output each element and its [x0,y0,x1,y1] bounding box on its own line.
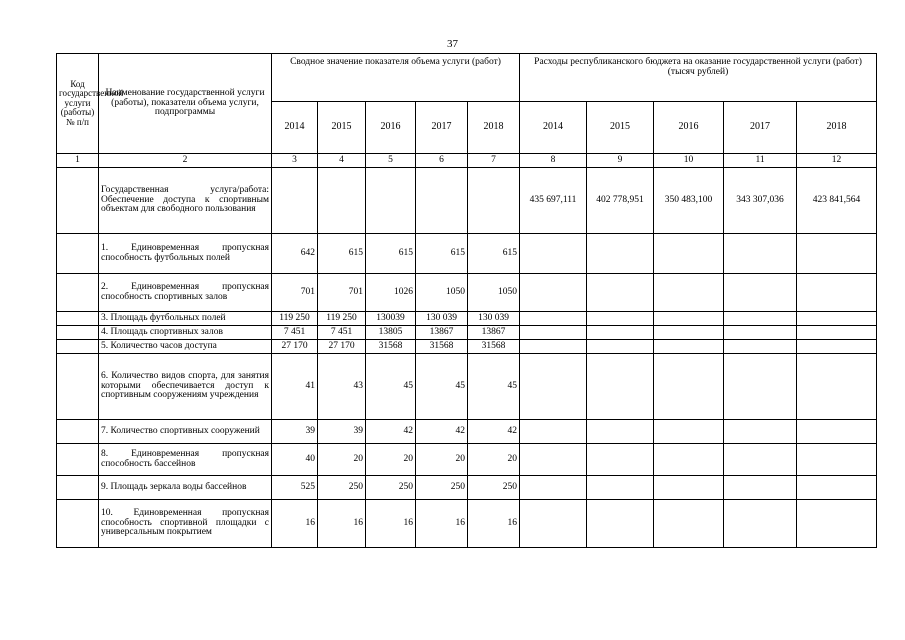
budget-value [654,444,724,476]
header-volume: Сводное значение показателя объема услуги (работ) [272,54,520,102]
volume-value: 525 [272,476,318,500]
header-volume-year: 2017 [416,102,468,154]
volume-value: 42 [416,420,468,444]
row-name: 5. Количество часов доступа [99,340,272,354]
volume-value: 13867 [416,326,468,340]
budget-value [654,234,724,274]
budget-value [724,274,797,312]
budget-value [797,476,877,500]
column-index: 12 [797,154,877,168]
header-budget-year: 2015 [587,102,654,154]
table-row [57,312,877,326]
budget-value [724,234,797,274]
volume-value: 16 [416,500,468,548]
volume-value: 39 [318,420,366,444]
volume-value: 42 [366,420,416,444]
row-name: Государственная услуга/работа: Обеспечение доступа к спортивным объектам для свободного пользования [99,168,272,234]
budget-value [724,340,797,354]
budget-value: 343 307,036 [724,168,797,234]
volume-value: 615 [468,234,520,274]
volume-value: 16 [366,500,416,548]
budget-value [587,476,654,500]
budget-value [654,500,724,548]
volume-value: 250 [366,476,416,500]
row-code [57,354,99,420]
volume-value: 42 [468,420,520,444]
header-volume-year: 2018 [468,102,520,154]
header-budget-year: 2018 [797,102,877,154]
volume-value: 16 [318,500,366,548]
column-index: 9 [587,154,654,168]
budget-value [520,444,587,476]
volume-value: 31568 [366,340,416,354]
budget-value [724,420,797,444]
column-index: 7 [468,154,520,168]
budget-value [520,326,587,340]
volume-value: 45 [366,354,416,420]
budget-value [587,444,654,476]
budget-value [587,312,654,326]
budget-value [587,420,654,444]
budget-value [520,312,587,326]
volume-value: 130 039 [468,312,520,326]
budget-value [797,444,877,476]
budget-value [724,354,797,420]
row-code [57,234,99,274]
volume-value: 130039 [366,312,416,326]
column-index: 10 [654,154,724,168]
volume-value: 250 [318,476,366,500]
budget-value [797,340,877,354]
report-table [56,53,877,548]
budget-value [654,420,724,444]
table-row [57,500,877,548]
budget-value [654,312,724,326]
budget-value [797,420,877,444]
volume-value: 1050 [468,274,520,312]
table-row [57,420,877,444]
budget-value [724,476,797,500]
volume-value: 615 [416,234,468,274]
column-index: 2 [99,154,272,168]
budget-value [587,274,654,312]
budget-value: 402 778,951 [587,168,654,234]
header-budget-year: 2016 [654,102,724,154]
budget-value [587,234,654,274]
row-name: 7. Количество спортивных сооружений [99,420,272,444]
row-code [57,444,99,476]
volume-value: 31568 [416,340,468,354]
budget-value [654,354,724,420]
row-name: 1. Единовременная пропускная способность футбольных полей [99,234,272,274]
volume-value: 45 [468,354,520,420]
table-row [57,476,877,500]
volume-value: 615 [366,234,416,274]
volume-value: 20 [366,444,416,476]
budget-value: 435 697,111 [520,168,587,234]
budget-value [520,340,587,354]
budget-value [587,326,654,340]
row-name: 8. Единовременная пропускная способность бассейнов [99,444,272,476]
volume-value: 13867 [468,326,520,340]
volume-value: 701 [272,274,318,312]
volume-value: 45 [416,354,468,420]
column-index: 4 [318,154,366,168]
table-row [57,340,877,354]
budget-value [520,354,587,420]
budget-value [797,354,877,420]
volume-value: 16 [272,500,318,548]
row-name: 2. Единовременная пропускная способность спортивных залов [99,274,272,312]
header-volume-year: 2016 [366,102,416,154]
volume-value: 250 [468,476,520,500]
column-index: 11 [724,154,797,168]
budget-value [654,274,724,312]
budget-value [520,500,587,548]
header-volume-year: 2015 [318,102,366,154]
header-volume-year: 2014 [272,102,318,154]
volume-value: 250 [416,476,468,500]
table-row [57,234,877,274]
volume-value: 20 [318,444,366,476]
budget-value [797,326,877,340]
volume-value: 27 170 [318,340,366,354]
volume-value: 642 [272,234,318,274]
budget-value [520,234,587,274]
volume-value: 39 [272,420,318,444]
volume-value: 13805 [366,326,416,340]
row-code [57,168,99,234]
row-code [57,476,99,500]
header-budget: Расходы республиканского бюджета на оказание государственной услуги (работ) (тысяч рублей) [520,54,877,102]
volume-value: 20 [468,444,520,476]
volume-value: 119 250 [318,312,366,326]
volume-value: 1050 [416,274,468,312]
volume-value: 16 [468,500,520,548]
budget-value [797,274,877,312]
column-index: 6 [416,154,468,168]
budget-value [587,500,654,548]
table-row [57,274,877,312]
budget-value [724,444,797,476]
volume-value: 41 [272,354,318,420]
volume-value [416,168,468,234]
budget-value: 423 841,564 [797,168,877,234]
column-index: 5 [366,154,416,168]
header-name: Наименование государственной услуги (работы), показатели объема услуги, подпрограммы [99,54,272,154]
table-row [57,168,877,234]
table-row [57,444,877,476]
volume-value [318,168,366,234]
budget-value [724,326,797,340]
budget-value [724,500,797,548]
row-code [57,326,99,340]
row-code [57,420,99,444]
budget-value [654,326,724,340]
volume-value: 1026 [366,274,416,312]
row-code [57,340,99,354]
volume-value: 43 [318,354,366,420]
budget-value [520,274,587,312]
row-name: 6. Количество видов спорта, для занятия которыми обеспечивается доступ к спортивным сооружениям учреждения [99,354,272,420]
header-budget-year: 2014 [520,102,587,154]
header-row-top [57,54,877,102]
budget-value [587,340,654,354]
budget-value [520,420,587,444]
volume-value: 130 039 [416,312,468,326]
budget-value [520,476,587,500]
budget-value [587,354,654,420]
budget-value [724,312,797,326]
row-name: 9. Площадь зеркала воды бассейнов [99,476,272,500]
row-code [57,500,99,548]
column-index: 3 [272,154,318,168]
row-name: 10. Единовременная пропускная способность спортивной площадки с универсальным покрытием [99,500,272,548]
volume-value: 27 170 [272,340,318,354]
table-row [57,326,877,340]
volume-value: 7 451 [318,326,366,340]
volume-value: 119 250 [272,312,318,326]
volume-value: 20 [416,444,468,476]
volume-value: 7 451 [272,326,318,340]
volume-value: 31568 [468,340,520,354]
volume-value: 701 [318,274,366,312]
budget-value [797,312,877,326]
column-index: 1 [57,154,99,168]
column-index: 8 [520,154,587,168]
row-code [57,274,99,312]
page-number: 37 [447,38,458,50]
header-budget-year: 2017 [724,102,797,154]
budget-value [797,234,877,274]
header-row-index [57,154,877,168]
budget-value [654,476,724,500]
table-row [57,354,877,420]
budget-value [797,500,877,548]
volume-value [272,168,318,234]
row-code [57,312,99,326]
volume-value: 40 [272,444,318,476]
volume-value [366,168,416,234]
volume-value: 615 [318,234,366,274]
row-name: 4. Площадь спортивных залов [99,326,272,340]
budget-value: 350 483,100 [654,168,724,234]
row-name: 3. Площадь футбольных полей [99,312,272,326]
volume-value [468,168,520,234]
budget-value [654,340,724,354]
header-code: Код государственной услуги (работы) № п/п [57,54,99,154]
